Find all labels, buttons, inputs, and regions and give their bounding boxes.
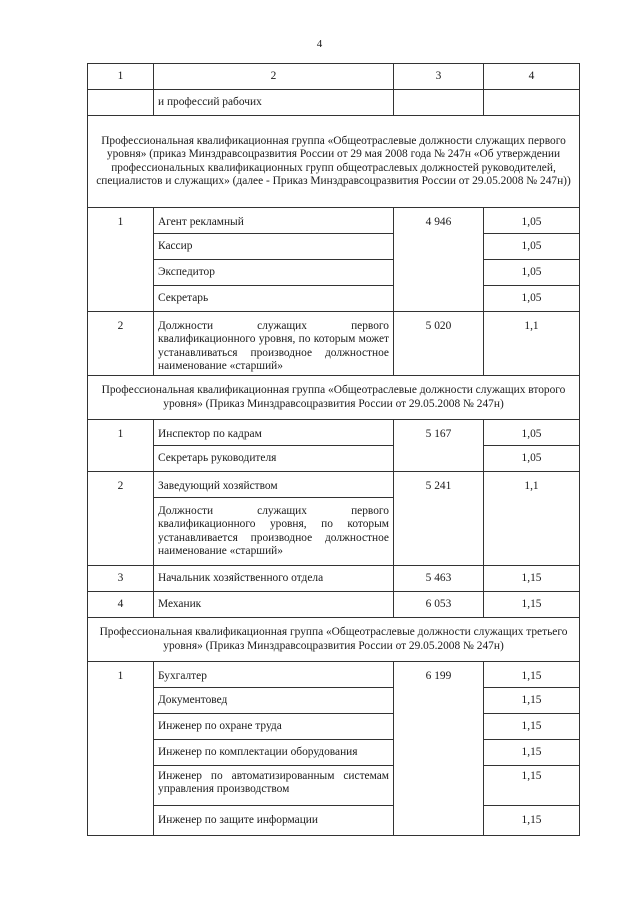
position-name: Инженер по автоматизированным системам управления производством [154, 766, 394, 806]
table-row [88, 446, 580, 472]
table-row [88, 688, 580, 714]
table-row [88, 208, 580, 234]
position-name: Секретарь руководителя [154, 446, 394, 472]
table-row [88, 260, 580, 286]
coefficient: 1,1 [484, 472, 580, 566]
empty-cell [88, 90, 154, 116]
coefficient: 1,05 [484, 420, 580, 446]
group-header-row [88, 376, 580, 420]
header-col-2: 2 [154, 64, 394, 90]
coefficient: 1,15 [484, 766, 580, 806]
coefficient: 1,15 [484, 714, 580, 740]
base-salary: 5 020 [394, 312, 484, 376]
position-name: Должности служащих первого квалификационного уровня, по которым может устанавливаться производное должностное наименование «старший» [154, 312, 394, 376]
table-row [88, 592, 580, 618]
coefficient: 1,05 [484, 234, 580, 260]
level-number: 2 [88, 312, 154, 376]
base-salary: 5 241 [394, 472, 484, 566]
coefficient: 1,15 [484, 566, 580, 592]
position-name: Должности служащих первого квалификационного уровня, по которым устанавливается производное должностное наименование «старший» [154, 498, 394, 566]
coefficient: 1,15 [484, 740, 580, 766]
coefficient: 1,05 [484, 446, 580, 472]
coefficient: 1,15 [484, 688, 580, 714]
table-row [88, 766, 580, 806]
empty-cell [394, 90, 484, 116]
table-row [88, 286, 580, 312]
position-name: Инженер по охране труда [154, 714, 394, 740]
table-row [88, 662, 580, 688]
table-row [88, 312, 580, 376]
base-salary: 4 946 [394, 208, 484, 312]
page-number: 4 [316, 38, 323, 50]
coefficient: 1,15 [484, 662, 580, 688]
table-row [88, 740, 580, 766]
table-row [88, 714, 580, 740]
level-number: 1 [88, 420, 154, 472]
table-row [88, 420, 580, 446]
position-name: Секретарь [154, 286, 394, 312]
salary-table [87, 63, 580, 836]
position-name: Инженер по комплектации оборудования [154, 740, 394, 766]
position-name: Заведующий хозяйством [154, 472, 394, 498]
level-number: 3 [88, 566, 154, 592]
position-name: Экспедитор [154, 260, 394, 286]
level-number: 1 [88, 662, 154, 836]
table-row [88, 806, 580, 836]
position-name: Инспектор по кадрам [154, 420, 394, 446]
position-name: Инженер по защите информации [154, 806, 394, 836]
coefficient: 1,05 [484, 286, 580, 312]
position-name: Бухгалтер [154, 662, 394, 688]
level-number: 4 [88, 592, 154, 618]
base-salary: 6 053 [394, 592, 484, 618]
empty-cell [484, 90, 580, 116]
coefficient: 1,15 [484, 806, 580, 836]
group-title: Профессиональная квалификационная группа «Общеотраслевые должности служащих второго уровня» (Приказ Минздравсоцразвития России от 29.05.2008 № 247н) [88, 376, 580, 420]
group-header-row [88, 116, 580, 208]
position-name: Механик [154, 592, 394, 618]
level-number: 2 [88, 472, 154, 566]
header-row [88, 64, 580, 90]
position-name: и профессий рабочих [154, 90, 394, 116]
coefficient: 1,15 [484, 592, 580, 618]
position-name: Документовед [154, 688, 394, 714]
coefficient: 1,1 [484, 312, 580, 376]
position-name: Агент рекламный [154, 208, 394, 234]
table-row [88, 472, 580, 498]
level-number: 1 [88, 208, 154, 312]
table-row [88, 566, 580, 592]
table-row [88, 234, 580, 260]
coefficient: 1,05 [484, 260, 580, 286]
base-salary: 6 199 [394, 662, 484, 836]
header-col-1: 1 [88, 64, 154, 90]
group-title: Профессиональная квалификационная группа «Общеотраслевые должности служащих третьего уровня» (Приказ Минздравсоцразвития России от 29.05.2008 № 247н) [88, 618, 580, 662]
header-col-4: 4 [484, 64, 580, 90]
table-row [88, 90, 580, 116]
base-salary: 5 463 [394, 566, 484, 592]
position-name: Начальник хозяйственного отдела [154, 566, 394, 592]
base-salary: 5 167 [394, 420, 484, 472]
group-header-row [88, 618, 580, 662]
header-col-3: 3 [394, 64, 484, 90]
position-name: Кассир [154, 234, 394, 260]
coefficient: 1,05 [484, 208, 580, 234]
group-title: Профессиональная квалификационная группа «Общеотраслевые должности служащих первого уровня» (приказ Минздравсоцразвития России от 29 мая 2008 года № 247н «Об утверждении профессиональных квалификационных групп общеотраслевых должностей руководителей, специалистов и служащих» (далее - Приказ Минздравсоцразвития России от 29.05.2008 № 247н)) [88, 116, 580, 208]
